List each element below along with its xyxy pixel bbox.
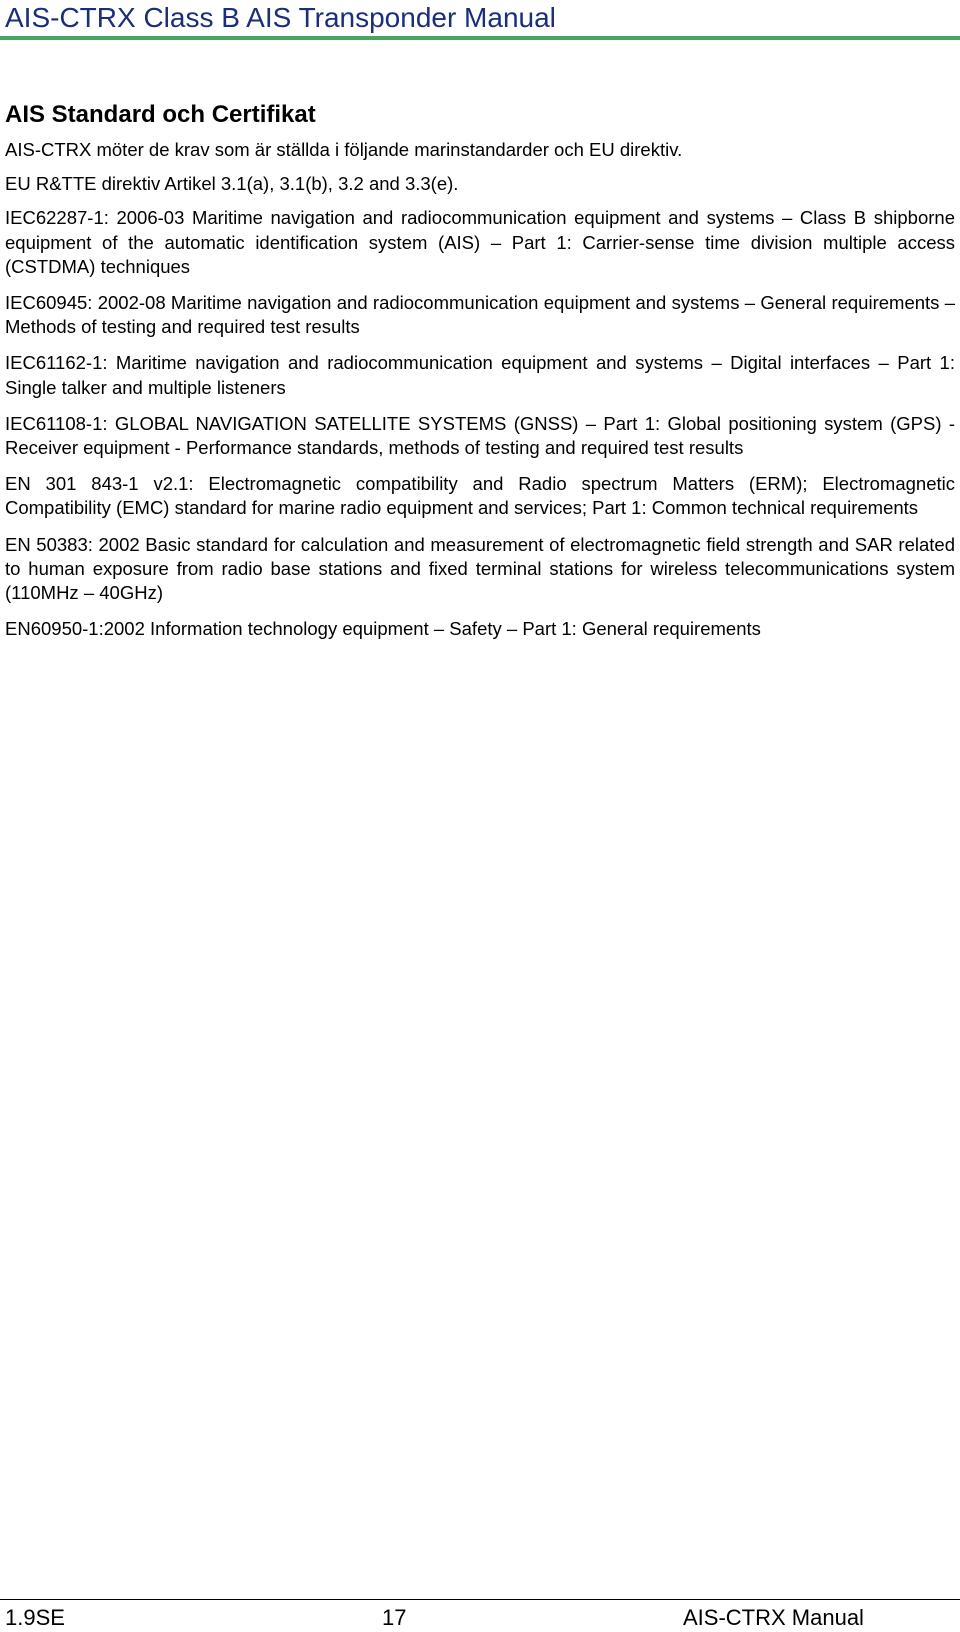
page-footer	[0, 1599, 960, 1632]
standard-iec61108: IEC61108-1: GLOBAL NAVIGATION SATELLITE SYSTEMS (GNSS) – Part 1: Global positioning system (GPS) -Receiver equipment - Performance standards, methods of testing and required test results	[5, 412, 955, 459]
footer-version: 1.9SE	[5, 1605, 65, 1630]
standard-en60950: EN60950-1:2002 Information technology equipment – Safety – Part 1: General requirements	[5, 618, 761, 640]
footer-rule	[0, 1599, 960, 1600]
standard-iec62287: IEC62287-1: 2006-03 Maritime navigation and radiocommunication equipment and systems – Class B shipborne equipment of the automatic identification system (AIS) – Part 1: Carrier-sense time division multiple access (CSTDMA) techniques	[5, 207, 955, 277]
intro-paragraph: AIS-CTRX möter de krav som är ställda i följande marinstandarder och EU direktiv.	[5, 139, 683, 160]
header-title: AIS-CTRX Class B AIS Transponder Manual	[5, 2, 556, 33]
directive-paragraph: EU R&TTE direktiv Artikel 3.1(a), 3.1(b), 3.2 and 3.3(e).	[5, 173, 459, 195]
page-content	[5, 100, 955, 653]
standard-iec60945: IEC60945: 2002-08 Maritime navigation and radiocommunication equipment and systems – General requirements – Methods of testing and required test results	[5, 292, 955, 338]
standard-en50383: EN 50383: 2002 Basic standard for calculation and measurement of electromagnetic field strength and SAR related to human exposure from radio base stations and fixed terminal stations for wireless telecommunications system (110MHz – 40GHz)	[5, 533, 955, 604]
footer-page-number: 17	[382, 1605, 407, 1630]
standard-en301843: EN 301 843-1 v2.1: Electromagnetic compatibility and Radio spectrum Matters (ERM); Electromagnetic Compatibility (EMC) standard for marine radio equipment and services; Part 1: Common technical requirements	[5, 473, 955, 519]
header-rule	[0, 36, 960, 40]
footer-manual-name: AIS-CTRX Manual	[683, 1605, 864, 1630]
page-header	[0, 0, 960, 40]
standard-iec61162: IEC61162-1: Maritime navigation and radiocommunication equipment and systems – Digital interfaces – Part 1: Single talker and multiple listeners	[5, 352, 955, 398]
section-heading: AIS Standard och Certifikat	[5, 101, 316, 128]
